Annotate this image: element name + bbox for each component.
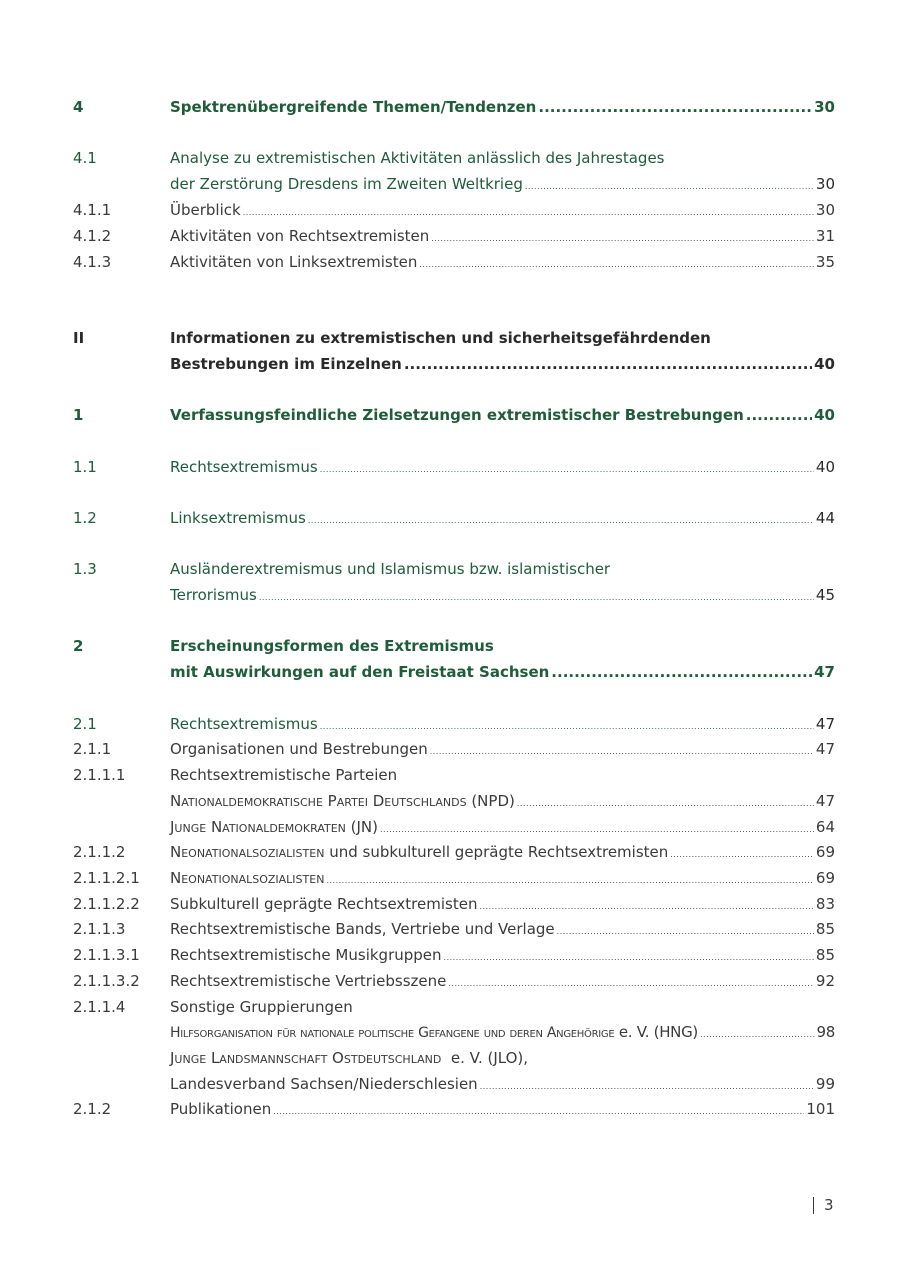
section-title: Linksextremismus [170,509,306,527]
page-number: 35 [815,253,835,271]
dot-leader [479,895,813,919]
page-number: 30 [814,98,835,116]
dot-leader [525,175,814,199]
section-title: Aktivitäten von Linksextremisten [170,253,418,271]
toc-link[interactable] [170,660,835,684]
toc-entry [73,557,835,581]
section-title-line[interactable]: Erscheinungsformen des Extremismus [170,637,494,655]
toc-entry [73,326,835,350]
organization-name: Junge Landsmannschaft Ostdeutschland [170,1049,442,1067]
organization-abbreviation: e. V. (HNG) [614,1023,698,1041]
footer-divider [813,1197,814,1214]
toc-entry [73,634,835,658]
page-number: 40 [814,406,835,424]
section-title[interactable]: Sonstige Gruppierungen [170,998,353,1016]
dot-leader [670,843,814,867]
page-number: 44 [815,509,835,527]
toc-entry [73,712,835,736]
dot-leader [380,818,814,842]
toc-link[interactable] [170,1072,835,1099]
section-title: und subkulturell geprägte Rechtsextremisten [324,843,669,861]
toc-entry [73,198,835,222]
section-number: 4 [73,98,84,116]
toc-link[interactable] [170,917,835,944]
dot-leader [557,920,814,944]
section-number: 1.3 [73,560,97,578]
dot-leader [538,95,812,119]
toc-entry-subitem [73,1020,835,1044]
dot-leader [430,740,814,764]
toc-entry [73,892,835,916]
dot-leader [320,458,814,482]
page-number: 101 [806,1100,835,1118]
page-number: 64 [815,818,835,836]
toc-link[interactable] [170,969,835,996]
toc-link[interactable] [170,95,835,119]
dot-leader [551,660,812,684]
dot-leader [431,227,814,251]
toc-link[interactable] [170,1046,835,1070]
section-title-smallcaps: Neonationalsozialisten [170,843,325,861]
toc-entry-subitem [73,789,835,813]
toc-entry [73,455,835,479]
section-title: Spektrenübergreifende Themen/Tendenzen [170,98,537,116]
toc-link[interactable] [170,943,835,970]
section-number: II [73,329,85,347]
section-title: Bestrebungen im Einzelnen [170,355,402,373]
toc-link[interactable] [170,198,835,225]
dot-leader [326,869,813,893]
toc-link[interactable] [170,352,835,376]
toc-link[interactable] [170,866,835,893]
toc-entry-subitem [73,815,835,839]
section-title: Rechtsextremistische Vertriebsszene [170,972,447,990]
toc-entry-continuation [73,583,835,607]
section-number: 2.1.1.3.2 [73,972,140,990]
page-number: 85 [815,920,835,938]
section-title: Terrorismus [170,586,257,604]
section-number: 2.1.1.3 [73,920,126,938]
toc-link[interactable] [170,892,835,919]
toc-entry [73,224,835,248]
toc-entry [73,506,835,530]
page-number: 45 [815,586,835,604]
section-number: 1.2 [73,509,97,527]
section-number: 1.1 [73,458,97,476]
dot-leader [259,586,814,610]
dot-leader [700,1023,815,1047]
page-number: 47 [815,715,835,733]
dot-leader [404,352,812,376]
section-number: 4.1 [73,149,97,167]
toc-link[interactable] [170,737,835,764]
page-number: 99 [815,1075,835,1093]
toc-link[interactable] [170,224,835,251]
page-number: 69 [815,869,835,887]
page-number: 83 [815,895,835,913]
toc-entry [73,866,835,890]
page-number: 47 [814,663,835,681]
section-title: Rechtsextremistische Bands, Vertriebe und Verlage [170,920,555,938]
toc-link[interactable] [170,506,835,533]
section-number: 2.1.1.3.1 [73,946,140,964]
section-title-line[interactable]: Informationen zu extremistischen und sicherheitsgefährdenden [170,329,711,347]
section-title-smallcaps: Neonationalsozialisten [170,869,325,887]
section-number: 2.1.2 [73,1100,112,1118]
toc-link[interactable] [170,250,835,277]
section-number: 4.1.1 [73,201,112,219]
section-number: 2.1.1.2.1 [73,869,140,887]
section-number: 2.1.1.1 [73,766,126,784]
toc-link[interactable] [170,712,835,739]
toc-entry [73,737,835,761]
section-number: 2.1.1.2.2 [73,895,140,913]
section-number: 2.1.1 [73,740,112,758]
toc-entry [73,763,835,787]
footer-page-number: 3 [824,1196,834,1214]
section-title: der Zerstörung Dresdens im Zweiten Weltkrieg [170,175,523,193]
section-title: Publikationen [170,1100,272,1118]
section-title: Rechtsextremismus [170,715,318,733]
toc-link[interactable] [170,403,835,427]
toc-entry [73,250,835,274]
toc-entry [73,840,835,864]
section-title: Aktivitäten von Rechtsextremisten [170,227,430,245]
page-number: 47 [815,792,835,810]
dot-leader [243,201,814,225]
dot-leader [419,253,814,277]
section-title: Landesverband Sachsen/Niederschlesien [170,1075,478,1093]
page-number: 92 [815,972,835,990]
toc-link[interactable] [170,583,835,610]
section-number: 2.1.1.4 [73,998,126,1016]
section-title: Rechtsextremistische Musikgruppen [170,946,442,964]
toc-entry [73,1097,835,1121]
dot-leader [746,403,812,427]
page-number: 85 [815,946,835,964]
section-number: 4.1.2 [73,227,112,245]
page-number: 40 [815,458,835,476]
organization-name: Hilfsorganisation für nationale politische Gefangene und deren Angehörige [170,1025,615,1041]
page-number: 69 [815,843,835,861]
page-footer [813,1194,834,1216]
toc-entry [73,146,835,170]
section-title-line[interactable]: Ausländerextremismus und Islamismus bzw. islamistischer [170,560,611,578]
section-title: Subkulturell geprägte Rechtsextremisten [170,895,478,913]
section-title: Organisationen und Bestrebungen [170,740,428,758]
dot-leader [517,792,814,816]
dot-leader [308,509,814,533]
section-title[interactable]: Rechtsextremistische Parteien [170,766,398,784]
section-title-line[interactable]: Analyse zu extremistischen Aktivitäten anlässlich des Jahrestages [170,149,665,167]
page-number: 30 [815,175,835,193]
toc-entry-continuation [73,660,835,684]
toc-entry-continuation [73,172,835,196]
dot-leader [444,946,814,970]
section-number: 2.1.1.2 [73,843,126,861]
toc-link[interactable] [170,789,835,816]
toc-link[interactable] [170,455,835,482]
organization-abbreviation: e. V. (JLO), [441,1049,529,1067]
toc-entry-continuation [73,1072,835,1096]
toc-entry [73,969,835,993]
page-number: 47 [815,740,835,758]
page-number: 30 [815,201,835,219]
section-title: Verfassungsfeindliche Zielsetzungen extremistischer Bestrebungen [170,406,744,424]
toc-link[interactable] [170,172,835,199]
toc-link[interactable] [170,840,835,867]
toc-entry-continuation [73,352,835,376]
toc-entry-subitem [73,1046,835,1070]
toc-link[interactable] [170,815,835,842]
section-number: 1 [73,406,84,424]
toc-entry [73,917,835,941]
page-number: 40 [814,355,835,373]
toc-entry [73,995,835,1019]
dot-leader [320,715,814,739]
section-number: 4.1.3 [73,253,112,271]
section-number: 2.1 [73,715,97,733]
page-number: 98 [816,1023,835,1041]
toc-entry [73,943,835,967]
toc-link[interactable] [170,1020,835,1047]
organization-abbreviation: (JN) [345,818,379,836]
section-number: 2 [73,637,84,655]
toc-entry [73,403,835,427]
organization-name: Nationaldemokratische Partei Deutschlands [170,792,467,810]
toc-link[interactable] [170,1097,835,1124]
dot-leader [448,972,814,996]
dot-leader [273,1100,804,1124]
dot-leader [480,1075,814,1099]
section-title: Rechtsextremismus [170,458,318,476]
page-number: 31 [815,227,835,245]
section-title: Überblick [170,201,241,219]
section-title: mit Auswirkungen auf den Freistaat Sachsen [170,663,550,681]
toc-entry [73,95,835,119]
organization-name: Junge Nationaldemokraten [170,818,346,836]
organization-abbreviation: (NPD) [466,792,515,810]
